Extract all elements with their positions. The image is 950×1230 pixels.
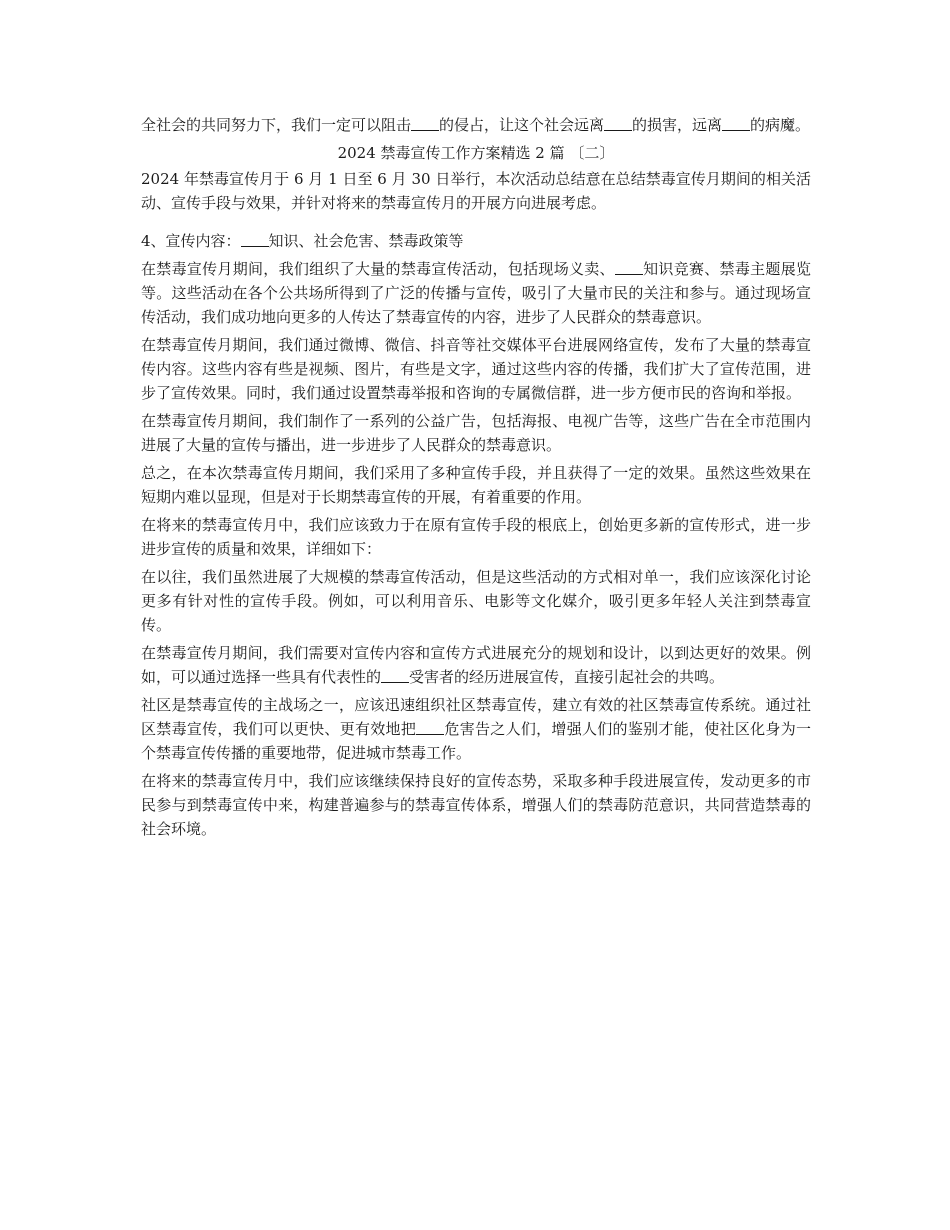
section-title: 2024 禁毒宣传工作方案精选 2 篇 〔二〕 bbox=[337, 144, 615, 162]
fill-blank bbox=[241, 232, 269, 247]
fill-blank bbox=[381, 668, 409, 683]
intro-text-1: 全社会的共同努力下，我们一定可以阻击 bbox=[141, 116, 412, 134]
document-page bbox=[141, 113, 811, 845]
intro-text-3: 的损害，远离 bbox=[632, 116, 723, 134]
paragraph-online: 在禁毒宣传月期间，我们通过微博、微信、抖音等社交媒体平台进展网络宣传，发布了大量的禁毒宣传内容。这些内容有些是视频、图片，有些是文字，通过这些内容的传播，我们扩大了宣传范围，进步了宣传效果。同时，我们通过设置禁毒举报和咨询的专属微信群，进一步方便市民的咨询和举报。 bbox=[141, 336, 811, 402]
fill-blank bbox=[411, 116, 439, 131]
intro-text-4: 的病魔。 bbox=[750, 116, 811, 134]
paragraph-methods: 在以往，我们虽然进展了大规模的禁毒宣传活动，但是这些活动的方式相对单一，我们应该深化讨论更多有针对性的宣传手段。例如，可以利用音乐、电影等文化媒介，吸引更多年轻人关注到禁毒宣传。 bbox=[141, 568, 811, 634]
activities-text-2: 知识竞赛、禁毒主题展览等。这些活动在各个公共场所得到了广泛的传播与宣传，吸引了大量市民的关注和参与。通过现场宣传活动，我们成功地向更多的人传达了禁毒宣传的内容，进步了人民群众的禁毒意识。 bbox=[141, 260, 811, 326]
item-4-text: 知识、社会危害、禁毒政策等 bbox=[268, 232, 464, 250]
item-4-label: 4、宣传内容： bbox=[141, 232, 241, 250]
paragraph-summary: 总之，在本次禁毒宣传月期间，我们采用了多种宣传手段，并且获得了一定的效果。虽然这些效果在短期内难以显现，但是对于长期禁毒宣传的开展，有着重要的作用。 bbox=[141, 464, 811, 506]
intro-paragraph bbox=[141, 113, 811, 137]
paragraph-planning bbox=[141, 641, 811, 689]
paragraph-conclusion: 在将来的禁毒宣传月中，我们应该继续保持良好的宣传态势，采取多种手段进展宣传，发动更多的市民参与到禁毒宣传中来，构建普遍参与的禁毒宣传体系，增强人们的禁毒防范意识，共同营造禁毒的社会环境。 bbox=[141, 772, 811, 838]
activities-text-1: 在禁毒宣传月期间，我们组织了大量的禁毒宣传活动，包括现场义卖、 bbox=[141, 260, 615, 278]
paragraph-overview: 2024 年禁毒宣传月于 6 月 1 日至 6 月 30 日举行，本次活动总结意在总结禁毒宣传月期间的相关活动、宣传手段与效果，并针对将来的禁毒宣传月的开展方向进展考虑。 bbox=[141, 170, 811, 212]
spacer bbox=[141, 219, 811, 229]
community-text-1: 社区是禁毒宣传的主战场之一，应该迅速组织社区禁毒宣传，建立有效的社区禁毒宣传系统。通过社区禁毒宣传，我们可以更快、更有效地把 bbox=[141, 696, 811, 738]
paragraph-future: 在将来的禁毒宣传月中，我们应该致力于在原有宣传手段的根底上，创始更多新的宣传形式，进一步进步宣传的质量和效果，详细如下： bbox=[141, 516, 811, 558]
community-text-2: 危害告之人们，增强人们的鉴别才能，使社区化身为一个禁毒宣传传播的重要地带，促进城市禁毒工作。 bbox=[141, 720, 811, 762]
paragraph-community bbox=[141, 693, 811, 765]
paragraph-activities bbox=[141, 257, 811, 329]
paragraph-ads: 在禁毒宣传月期间，我们制作了一系列的公益广告，包括海报、电视广告等，这些广告在全市范围内进展了大量的宣传与播出，进一步进步了人民群众的禁毒意识。 bbox=[141, 412, 811, 454]
fill-blank bbox=[416, 720, 444, 735]
planning-text-1: 在禁毒宣传月期间，我们需要对宣传内容和宣传方式进展充分的规划和设计，以到达更好的效果。例如，可以通过选择一些具有代表性的 bbox=[141, 644, 811, 686]
intro-text-2: 的侵占，让这个社会远离 bbox=[439, 116, 605, 134]
planning-text-2: 受害者的经历进展宣传，直接引起社会的共鸣。 bbox=[409, 668, 725, 686]
item-4-content bbox=[141, 229, 811, 253]
fill-blank bbox=[722, 116, 750, 131]
fill-blank bbox=[615, 260, 643, 275]
fill-blank bbox=[604, 116, 632, 131]
